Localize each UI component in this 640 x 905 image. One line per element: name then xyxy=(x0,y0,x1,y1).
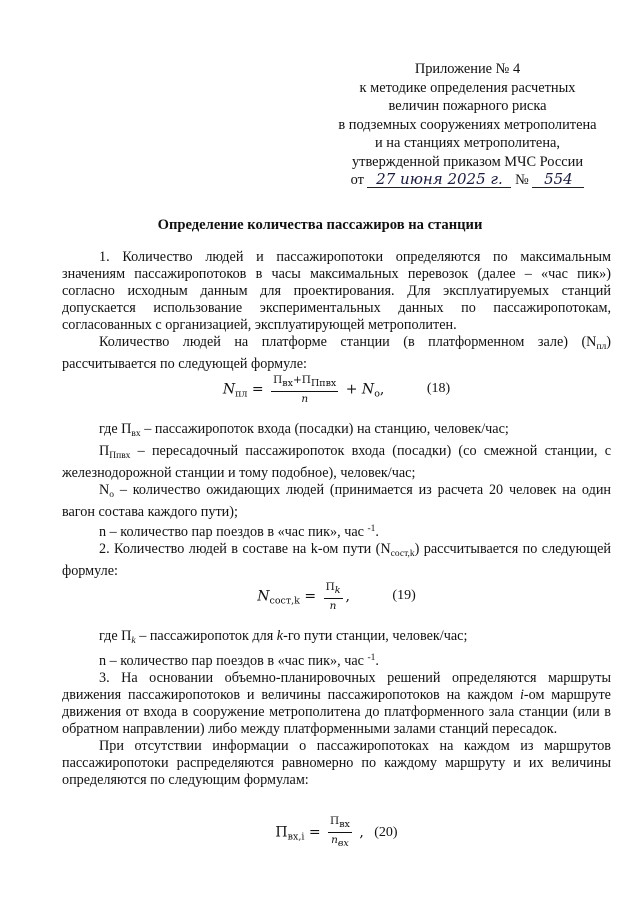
definition-line: $П_{Ппвх}$ – пересадочный пассажиропоток входа (посадки) (со смежной станции, с железнодорожной станции и тому подобное), человек/час; xyxy=(62,443,611,481)
definition-line: n – количество пар поездов в «час пик», час $^{-1}$. xyxy=(99,524,379,540)
equation-number: (18) xyxy=(426,381,451,396)
equation-number: (20) xyxy=(374,824,398,840)
definition-line: где $П_{вх}$ – пассажиропоток входа (посадки) на станцию, человек/час; xyxy=(99,421,509,439)
formula-18: $N_{пл}$ = Пвх+ППпвх n + $N_о$, (18) xyxy=(222,373,451,405)
section-title: Определение количества пассажиров на станции xyxy=(157,217,483,233)
header-line: утвержденной приказом МЧС России xyxy=(351,153,584,170)
fraction: Пвх nвх xyxy=(330,815,350,849)
paragraph-1: 1. Количество людей и пассажиропотоки определяются по максимальным значениям пассажиропотоков в часы максимальных перевозок (далее – «час пик») согласно исходным данным для проектирования. Для эксплуатируемых станций допускается использование экспериментальных данных по пассажиропотокам, согласованных с организацией, эксплуатирующей метрополитен. xyxy=(62,249,611,333)
paragraph-3: 2. Количество людей в составе на k-ом пути $(N_{сост,k})$ рассчитывается по следующей формуле: xyxy=(62,541,611,579)
handwritten-number: 554 xyxy=(532,171,584,188)
equation-number: (19) xyxy=(392,588,416,603)
formula-20: $П_{вх,i}$ = Пвх nвх , (20) xyxy=(275,815,398,849)
definition-line: где $П_k$ – пассажиропоток для k-го пути станции, человек/час; xyxy=(99,628,468,646)
paragraph-4: 3. На основании объемно-планировочных решений определяются маршруты движения пассажиропотоков и величины пассажиропотоков на каждом i-ом маршруте движения от входа в сооружение метрополитена до платформенного зала станции (или в обратном направлении) либо между платформенными залами станций пересадок. xyxy=(62,670,611,737)
paragraph-2: Количество людей на платформе станции (в платформенном зале) $(N_{пл})$ рассчитывается по следующей формуле: xyxy=(62,334,611,372)
handwritten-date: 27 июня 2025 г. xyxy=(367,171,511,188)
appendix-number: Приложение № 4 xyxy=(414,61,521,77)
definition-line: n – количество пар поездов в «час пик», час $^{-1}$. xyxy=(99,653,379,669)
header-line: и на станциях метрополитена, xyxy=(374,135,561,151)
fraction: Пвх+ППпвх n xyxy=(273,373,337,405)
from-label: от xyxy=(350,172,364,188)
paragraph-5: При отсутствии информации о пассажиропотоках на каждом из маршрутов пассажиропотоки распределяются равномерно по каждому маршруту и их величины определяются по следующим формулам: xyxy=(62,738,611,788)
header-line: величин пожарного риска xyxy=(388,98,547,114)
fraction: Пk n xyxy=(325,580,341,612)
appendix-header xyxy=(320,60,615,190)
definition-line: $N_о$ – количество ожидающих людей (принимается из расчета 20 человек на один вагон состава каждого пути); xyxy=(62,482,611,520)
header-line: в подземных сооружениях метрополитена xyxy=(338,116,597,133)
order-date-line xyxy=(320,171,615,190)
header-line: к методике определения расчетных xyxy=(359,79,576,96)
number-label: № xyxy=(515,172,529,188)
formula-19: $N_{сост,k}$ = Пk n , (19) xyxy=(257,580,416,612)
document-body xyxy=(62,249,611,847)
